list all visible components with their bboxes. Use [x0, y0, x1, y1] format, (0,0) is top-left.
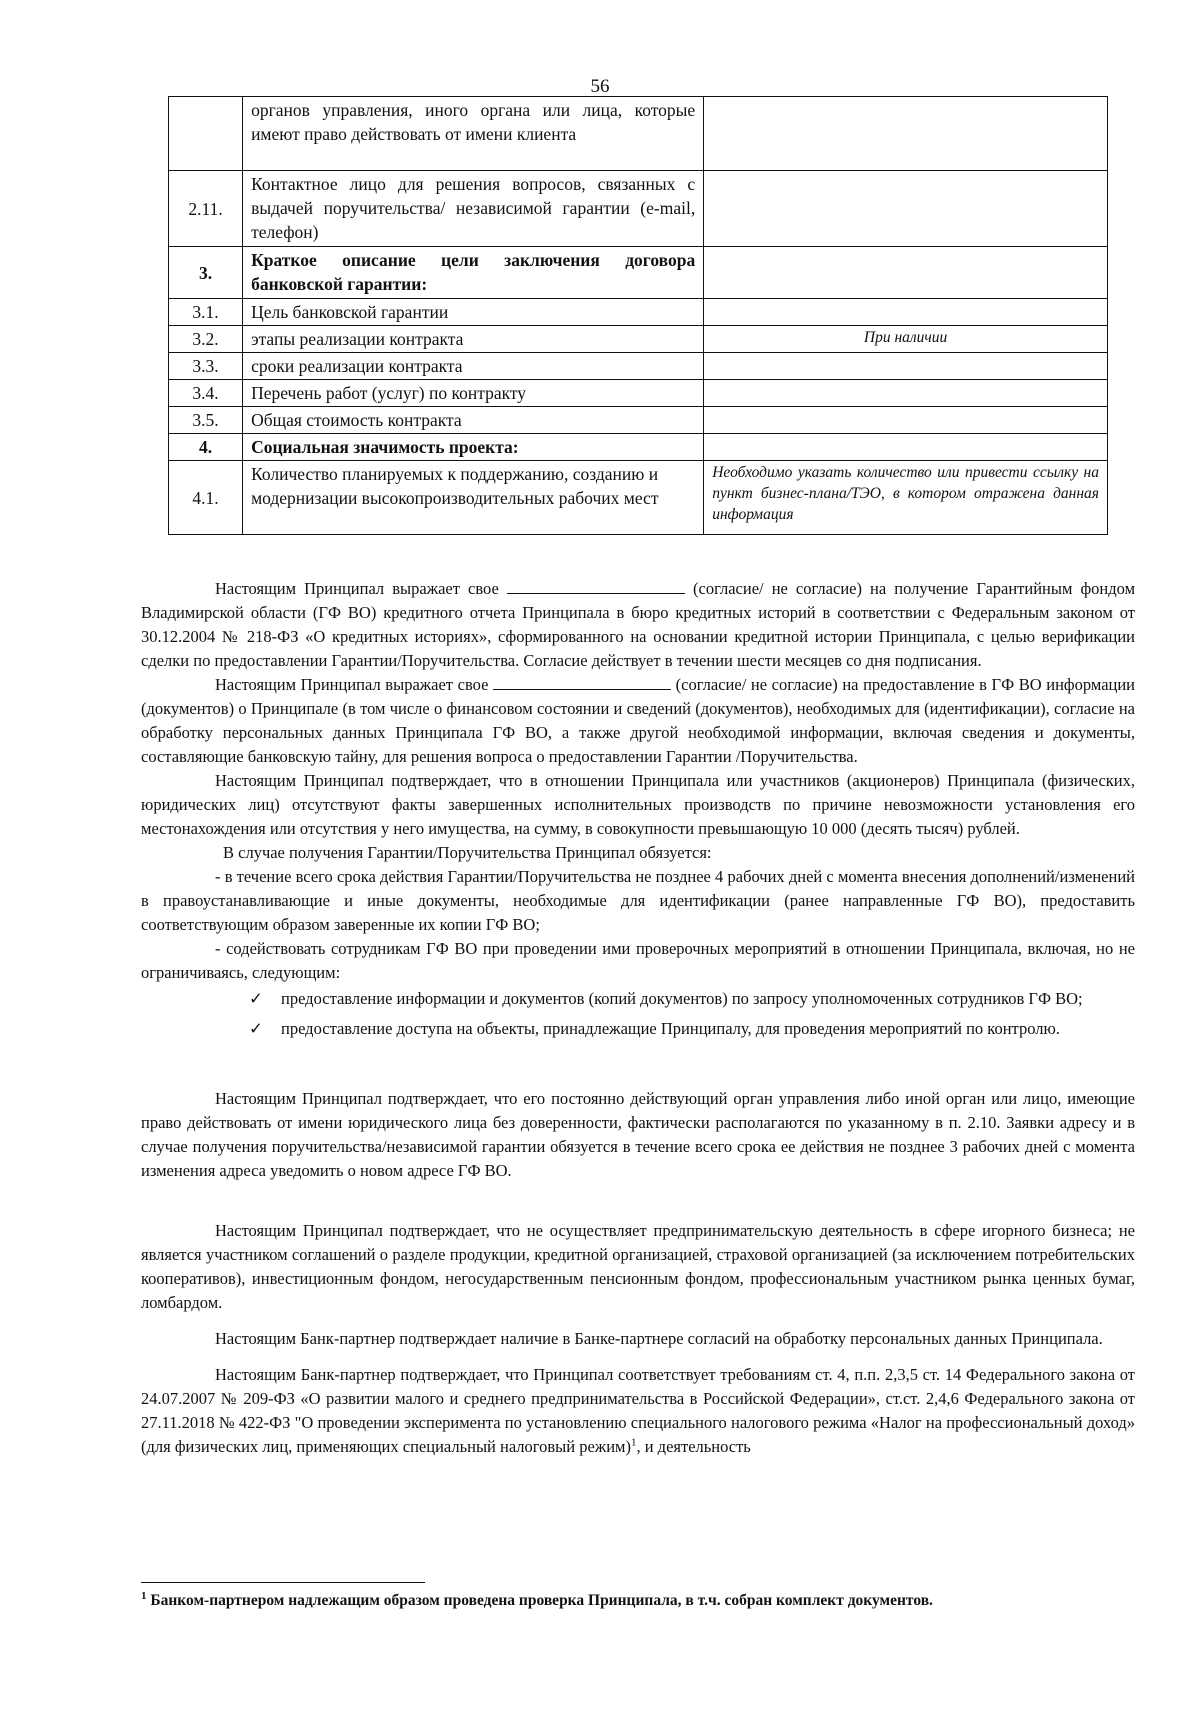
row-description: сроки реализации контракта [243, 353, 704, 380]
paragraph: Настоящим Банк-партнер подтверждает наличие в Банке-партнере согласий на обработку персональных данных Принципала. [215, 1329, 1103, 1348]
paragraph: Настоящим Принципал подтверждает, что не осуществляет предпринимательскую деятельность в сфере игорного бизнеса; не является участником соглашений о разделе продукции, кредитной организацией, страховой организацией (за исключением потребительских кооперативов), инвестиционным фондом, негосударственным пенсионным фондом, профессиональным участником рынка ценных бумаг, ломбардом. [141, 1221, 1135, 1312]
row-number: 3.2. [169, 326, 243, 353]
paragraph [141, 1363, 1135, 1459]
row-value [704, 171, 1108, 247]
row-description: Контактное лицо для решения вопросов, связанных с выдачей поручительства/ независимой гарантии (e-mail, телефон) [243, 171, 704, 247]
paragraph [141, 673, 1135, 769]
list-item-text: предоставление доступа на объекты, принадлежащие Принципалу, для проведения мероприятий по контролю. [281, 1019, 1060, 1038]
table-row [169, 247, 1108, 299]
list-item-text: предоставление информации и документов (копий документов) по запросу уполномоченных сотрудников ГФ ВО; [281, 989, 1083, 1008]
row-description: Перечень работ (услуг) по контракту [243, 380, 704, 407]
table-row [169, 380, 1108, 407]
row-value [704, 97, 1108, 171]
paragraph-end: (согласие/ не согласие) на предоставление в ГФ ВО информации (документов) о Принципале (в том числе о финансовом состоянии и сведений (документов), необходимых для (идентификации), согласие на обработку персональных данных Принципала ГФ ВО, а также другой необходимой информации, включая сведения и документы, составляющие банковскую тайну, для решения вопроса о предоставлении Гарантии /Поручительства. [141, 675, 1136, 766]
row-number: 4.1. [169, 461, 243, 535]
checkmark-icon: ✓ [249, 989, 263, 1008]
footnote-text: Банком-партнером надлежащим образом проведена проверка Принципала, в т.ч. собран комплект документов. [150, 1592, 933, 1609]
row-description: Количество планируемых к поддержанию, созданию и модернизации высокопроизводительных рабочих мест [243, 461, 704, 535]
row-number: 3.3. [169, 353, 243, 380]
row-value [704, 380, 1108, 407]
row-number: 4. [169, 434, 243, 461]
table-row [169, 434, 1108, 461]
row-value: При наличии [704, 326, 1108, 353]
paragraph-start: Настоящим Принципал выражает свое [215, 675, 489, 694]
paragraph-start: Настоящим Банк-партнер подтверждает, что Принципал соответствует требованиям ст. 4, п.п. 2,3,5 ст. 14 Федерального закона от 24.07.2007 № 209-ФЗ «О развитии малого и среднего предпринимательства в Российской Федерации», ст.ст. 2,4,6 Федерального закона от 27.11.2018 № 422-ФЗ "О проведении эксперимента по установлению специального налогового режима «Налог на профессиональный доход» (для физических лиц, применяющих специальный налоговый режим) [141, 1365, 1135, 1456]
page-number: 56 [590, 76, 610, 97]
row-value [704, 434, 1108, 461]
row-number: 3. [169, 247, 243, 299]
row-value [704, 299, 1108, 326]
table-row [169, 353, 1108, 380]
row-number: 2.11. [169, 171, 243, 247]
row-number: 3.1. [169, 299, 243, 326]
footnote-divider [141, 1582, 425, 1583]
row-description: Социальная значимость проекта: [243, 434, 704, 461]
footnote-mark: 1 [141, 1589, 147, 1602]
row-value [704, 407, 1108, 434]
application-table [168, 96, 1108, 535]
table-row [169, 171, 1108, 247]
row-description: Общая стоимость контракта [243, 407, 704, 434]
footnote [141, 1590, 1135, 1612]
obligation-item: - в течение всего срока действия Гарантии/Поручительства не позднее 4 рабочих дней с момента внесения дополнений/изменений в правоустанавливающие и иные документы, необходимые для идентификации (ранее направленные ГФ ВО), предоставить соответствующим образом заверенные их копии ГФ ВО; [141, 867, 1135, 934]
row-description: Краткое описание цели заключения договора банковской гарантии: [243, 247, 704, 299]
table-row [169, 461, 1108, 535]
table-row [169, 97, 1108, 171]
checklist [141, 987, 1135, 1041]
row-value [704, 353, 1108, 380]
row-description: органов управления, иного органа или лица, которые имеют право действовать от имени клиента [243, 97, 704, 171]
row-number [169, 97, 243, 171]
obligation-item: - содействовать сотрудникам ГФ ВО при проведении ими проверочных мероприятий в отношении Принципала, включая, но не ограничиваясь, следующим: [141, 939, 1135, 982]
paragraph: Настоящим Принципал подтверждает, что в отношении Принципала или участников (акционеров) Принципала (физических, юридических лиц) отсутствуют факты завершенных исполнительных производств по причине невозможности установления его местонахождения или отсутствия у него имущества, на сумму, в совокупности превышающую 10 000 (десять тысяч) рублей. [141, 771, 1135, 838]
row-number: 3.4. [169, 380, 243, 407]
row-description: этапы реализации контракта [243, 326, 704, 353]
row-value: Необходимо указать количество или привести ссылку на пункт бизнес-плана/ТЭО, в котором отражена данная информация [704, 461, 1108, 535]
table-row [169, 407, 1108, 434]
paragraph-start: Настоящим Принципал выражает свое [215, 579, 499, 598]
consent-text [141, 577, 1135, 1459]
row-number: 3.5. [169, 407, 243, 434]
consent-blank-field[interactable] [493, 675, 671, 690]
table-row [169, 299, 1108, 326]
checkmark-icon: ✓ [249, 1019, 263, 1038]
row-value [704, 247, 1108, 299]
paragraph [141, 577, 1135, 673]
table-row [169, 326, 1108, 353]
footnote-reference: 1 [630, 1436, 637, 1449]
paragraph-end: , и деятельность [636, 1437, 751, 1456]
paragraph-end: (согласие/ не согласие) на получение Гарантийным фондом Владимирской области (ГФ ВО) кредитного отчета Принципала в бюро кредитных историй в соответствии с Федеральным законом от 30.12.2004 № 218-ФЗ «О кредитных историях», сформированного на основании кредитной истории Принципала, с целью верификации сделки по предоставлении Гарантии/Поручительства. Согласие действует в течении шести месяцев со дня подписания. [141, 579, 1136, 670]
paragraph: В случае получения Гарантии/Поручительства Принципал обязуется: [223, 843, 712, 862]
row-description: Цель банковской гарантии [243, 299, 704, 326]
paragraph: Настоящим Принципал подтверждает, что его постоянно действующий орган управления либо иной орган или лицо, имеющие право действовать от имени юридического лица без доверенности, фактически располагаются по указанному в п. 2.10. Заявки адресу и в случае получения поручительства/независимой гарантии обязуется в течение всего срока ее действия не позднее 3 рабочих дней с момента изменения адреса уведомить о новом адресе ГФ ВО. [141, 1089, 1135, 1180]
list-item [141, 1017, 1135, 1041]
list-item [141, 987, 1135, 1011]
consent-blank-field[interactable] [507, 579, 685, 594]
